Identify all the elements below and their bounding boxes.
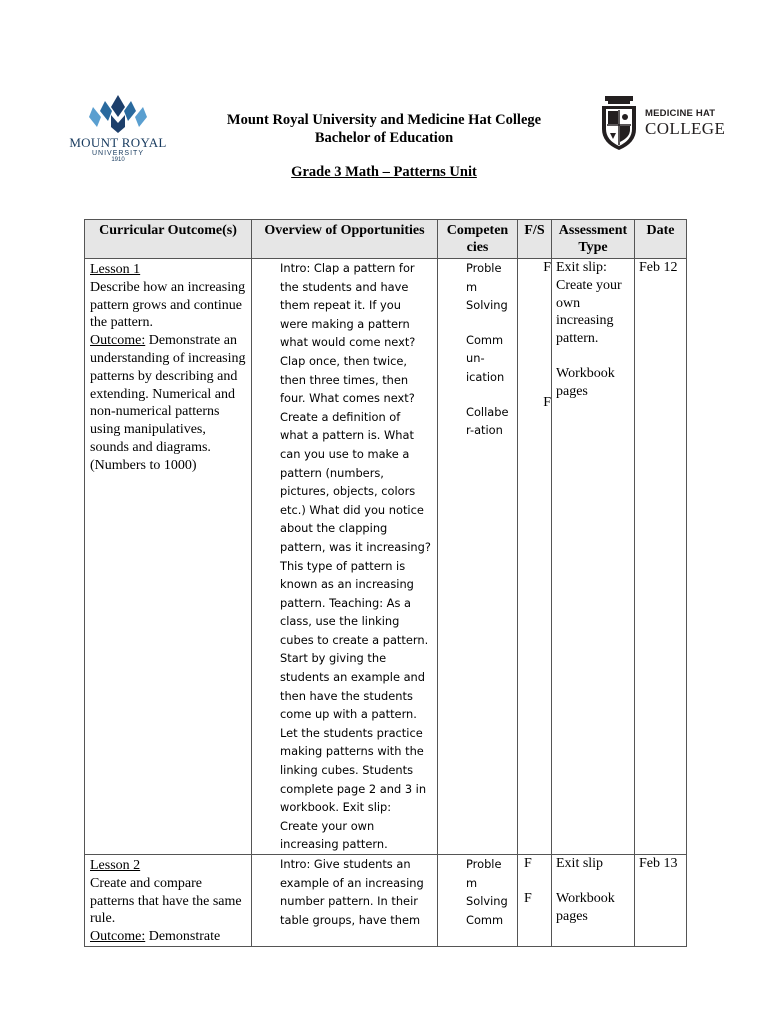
- mru-name-line1: MOUNT ROYAL: [69, 135, 167, 150]
- lesson-description: Create and compare patterns that have the same rule.: [90, 875, 242, 927]
- fs-cell: [518, 259, 552, 855]
- unit-title-text: Grade 3 Math – Patterns Unit: [291, 164, 477, 180]
- assessment-workbook: Workbook pages: [556, 365, 615, 399]
- competency-line: r-ation: [466, 423, 503, 438]
- outcome-text-block: [90, 928, 246, 946]
- overview-cell: [252, 259, 438, 855]
- assessment-gap: [556, 873, 630, 890]
- date-cell: [635, 259, 687, 855]
- institution-title: Mount Royal University and Medicine Hat College: [226, 112, 542, 128]
- lesson-title: Lesson 2: [90, 858, 141, 873]
- outcome-text: Demonstrate an understanding of increasing patterns by describing and extending. Numerical and non-numerical patterns using manipulatives, sounds and diagrams. (Numbers to 1000): [90, 333, 246, 473]
- competency-line: Collabe: [466, 404, 509, 419]
- curricular-outcome-cell: [85, 259, 252, 855]
- mhc-name-line2: COLLEGE: [645, 118, 726, 138]
- outcome-label: Outcome:: [90, 929, 146, 945]
- fs-value: F: [543, 260, 551, 275]
- curricular-outcome-cell: [85, 855, 252, 947]
- unit-title: [0, 164, 768, 181]
- fs-value: F: [543, 395, 551, 410]
- table-row: [85, 855, 687, 947]
- overview-text: Intro: Clap a pattern for the students and have them repeat it. If you were making a pattern what would come next? Clap once, then twice, then three times, then four. What comes next? Create a definition of what a pattern is. What can you use to make a pattern (numbers, pictures, objects, colors etc.) What did you notice about the clapping pattern, was it increasing? This type of pattern is known as an increasing pattern. Teaching: As a class, use the linking cubes to create a pattern. Start by giving the students an example and then have the students come up with a pattern. Let the students practice making patterns with the linking cubes. Students complete page 2 and 3 in workbook. Exit slip: Create your own increasing pattern.: [280, 261, 431, 852]
- competency-line: m: [466, 279, 478, 294]
- assessment-cell: [552, 855, 635, 947]
- assessment-cell: [552, 259, 635, 855]
- lesson-date: Feb 13: [639, 856, 678, 871]
- assessment-exit-slip: Exit slip: Create your own increasing pattern.: [556, 260, 622, 347]
- competency-line: un-: [466, 351, 485, 366]
- column-header-assessment-type: Assessment Type: [552, 220, 635, 259]
- column-header-fs: F/S: [518, 220, 552, 259]
- mru-founding-year: 1910: [111, 157, 125, 163]
- fs-value: F: [524, 856, 532, 871]
- lesson-description: Describe how an increasing pattern grows and continue the pattern.: [90, 279, 246, 331]
- competency-line: Proble: [466, 857, 502, 871]
- fs-cell: [518, 855, 552, 947]
- table-header-row: [85, 220, 687, 259]
- program-title: Bachelor of Education: [314, 130, 454, 146]
- outcome-label: Outcome:: [90, 333, 146, 349]
- competency-line: m: [466, 875, 478, 890]
- date-cell: [635, 855, 687, 947]
- competency-gap: [466, 387, 517, 403]
- competency-line: ication: [466, 369, 505, 384]
- fs-value: F: [524, 890, 532, 906]
- column-header-curricular-outcomes: Curricular Outcome(s): [85, 220, 252, 259]
- mhc-name-line1: MEDICINE HAT: [645, 108, 716, 120]
- competencies-cell: [438, 855, 518, 947]
- mru-name-line2: UNIVERSITY: [91, 150, 144, 157]
- outcome-text: Demonstrate: [145, 929, 221, 945]
- competency-line: Comm: [466, 912, 504, 927]
- table-row: [85, 259, 687, 855]
- column-header-competencies: Competen cies: [438, 220, 518, 259]
- fs-gap: [524, 873, 549, 890]
- competency-line: Comm: [466, 332, 504, 347]
- lesson-title: Lesson 1: [90, 262, 141, 277]
- overview-cell: [252, 855, 438, 947]
- competencies-cell: [438, 259, 518, 855]
- assessment-gap: [556, 348, 630, 365]
- outcome-text-block: [90, 332, 246, 474]
- overview-text: Intro: Give students an example of an increasing number pattern. In their table groups, have them: [280, 857, 424, 927]
- document-header: [0, 108, 768, 147]
- lesson-date: Feb 12: [639, 260, 678, 275]
- column-header-date: Date: [635, 220, 687, 259]
- competency-line: Solving: [466, 894, 508, 909]
- competency-line: Solving: [466, 298, 508, 313]
- assessment-workbook: Workbook pages: [556, 890, 615, 924]
- lesson-plan-table: [84, 219, 687, 947]
- column-header-overview: Overview of Opportunities: [252, 220, 438, 259]
- assessment-exit-slip: Exit slip: [556, 856, 604, 871]
- competency-line: Proble: [466, 261, 502, 275]
- competency-gap: [466, 315, 517, 331]
